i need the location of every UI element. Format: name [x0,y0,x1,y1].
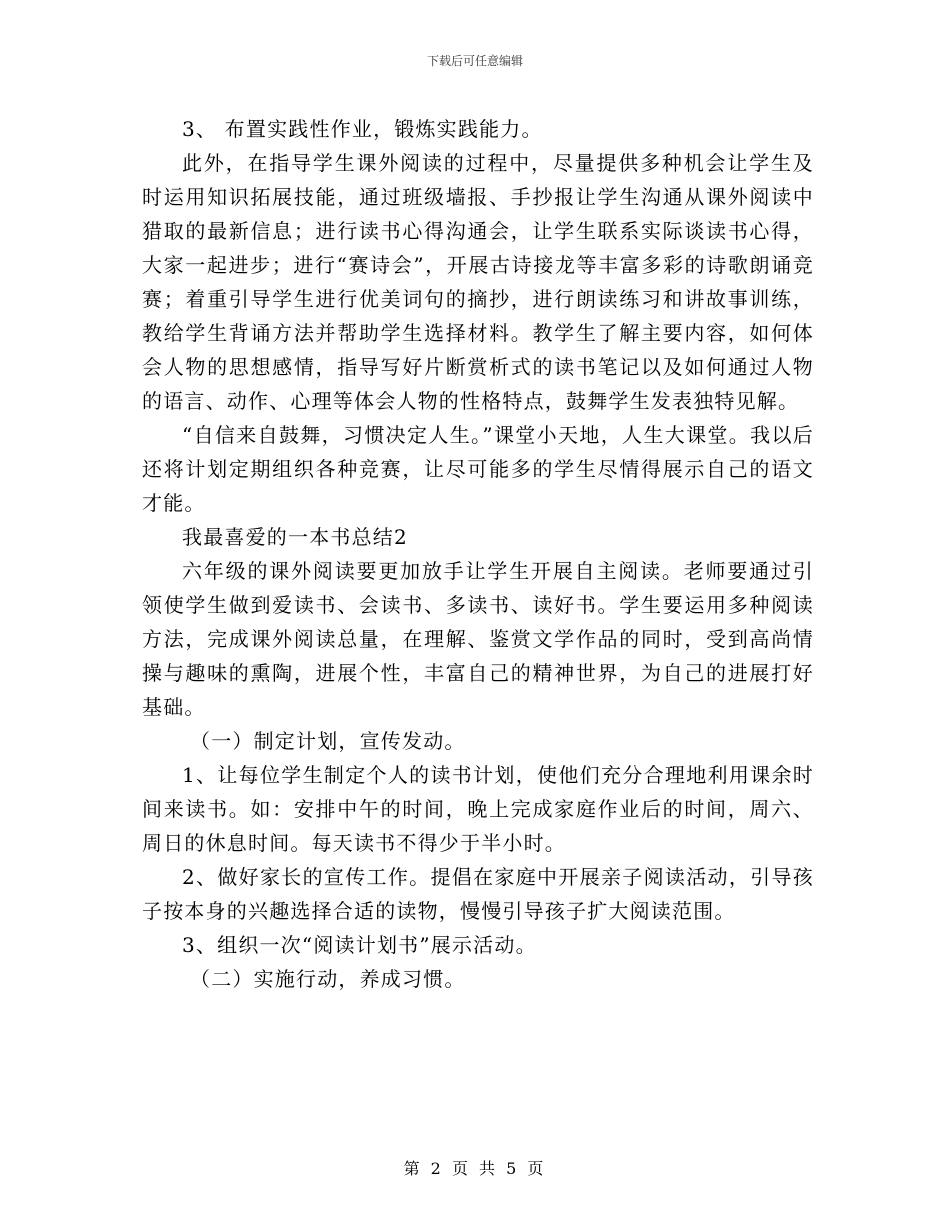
paragraph-parent-promotion: 2、做好家长的宣传工作。提倡在家庭中开展亲子阅读活动，引导孩子按本身的兴趣选择合适的读物，慢慢引导孩子扩大阅读范围。 [142,865,814,923]
page-header: 下载后可任意编辑 [426,54,523,68]
paragraph-practice-homework: 3、 布置实践性作业，锻炼实践能力。 [182,117,543,141]
paragraph-reading-plan: 1、让每位学生制定个人的读书计划，使他们充分合理地利用课余时间来读书。如：安排中午的时间，晚上完成家庭作业后的时间，周六、周日的休息时间。每天读书不得少于半小时。 [142,763,814,855]
paragraph-grade-six-reading: 六年级的课外阅读要更加放手让学生开展自主阅读。老师要通过引领使学生做到爱读书、会读书、多读书、读好书。学生要运用多种阅读方法，完成课外阅读总量，在理解、鉴赏文学作品的同时，受到高尚情操与趣味的熏陶，进展个性，丰富自己的精神世界，为自己的进展打好基础。 [142,559,814,719]
paragraph-reading-guidance: 此外，在指导学生课外阅读的过程中，尽量提供多种机会让学生及时运用知识拓展技能，通过班级墙报、手抄报让学生沟通从课外阅读中猎取的最新信息；进行读书心得沟通会，让学生联系实际谈读书心得，大家一起进步；进行“赛诗会”，开展古诗接龙等丰富多彩的诗歌朗诵竞赛；着重引导学生进行优美词句的摘抄，进行朗读练习和讲故事训练，教给学生背诵方法并帮助学生选择材料。教学生了解主要内容，如何体会人物的思想感情，指导写好片断赏析式的读书笔记以及如何通过人物的语言、动作、心理等体会人物的性格特点，鼓舞学生发表独特见解。 [142,151,814,413]
paragraph-encouragement-quote: “自信来自鼓舞，习惯决定人生。”课堂小天地，人生大课堂。我以后还将计划定期组织各种竞赛，让尽可能多的学生尽情得展示自己的语文才能。 [142,423,814,515]
page-footer: 第 2 页 共 5 页 [403,1159,547,1178]
paragraph-plan-exhibition: 3、组织一次“阅读计划书”展示活动。 [182,933,537,957]
document-body [142,112,814,996]
subheading-plan: （一）制定计划，宣传发动。 [190,729,466,753]
section-heading: 我最喜爱的一本书总结2 [182,525,408,549]
subheading-action: （二）实施行动，养成习惯。 [190,967,466,991]
